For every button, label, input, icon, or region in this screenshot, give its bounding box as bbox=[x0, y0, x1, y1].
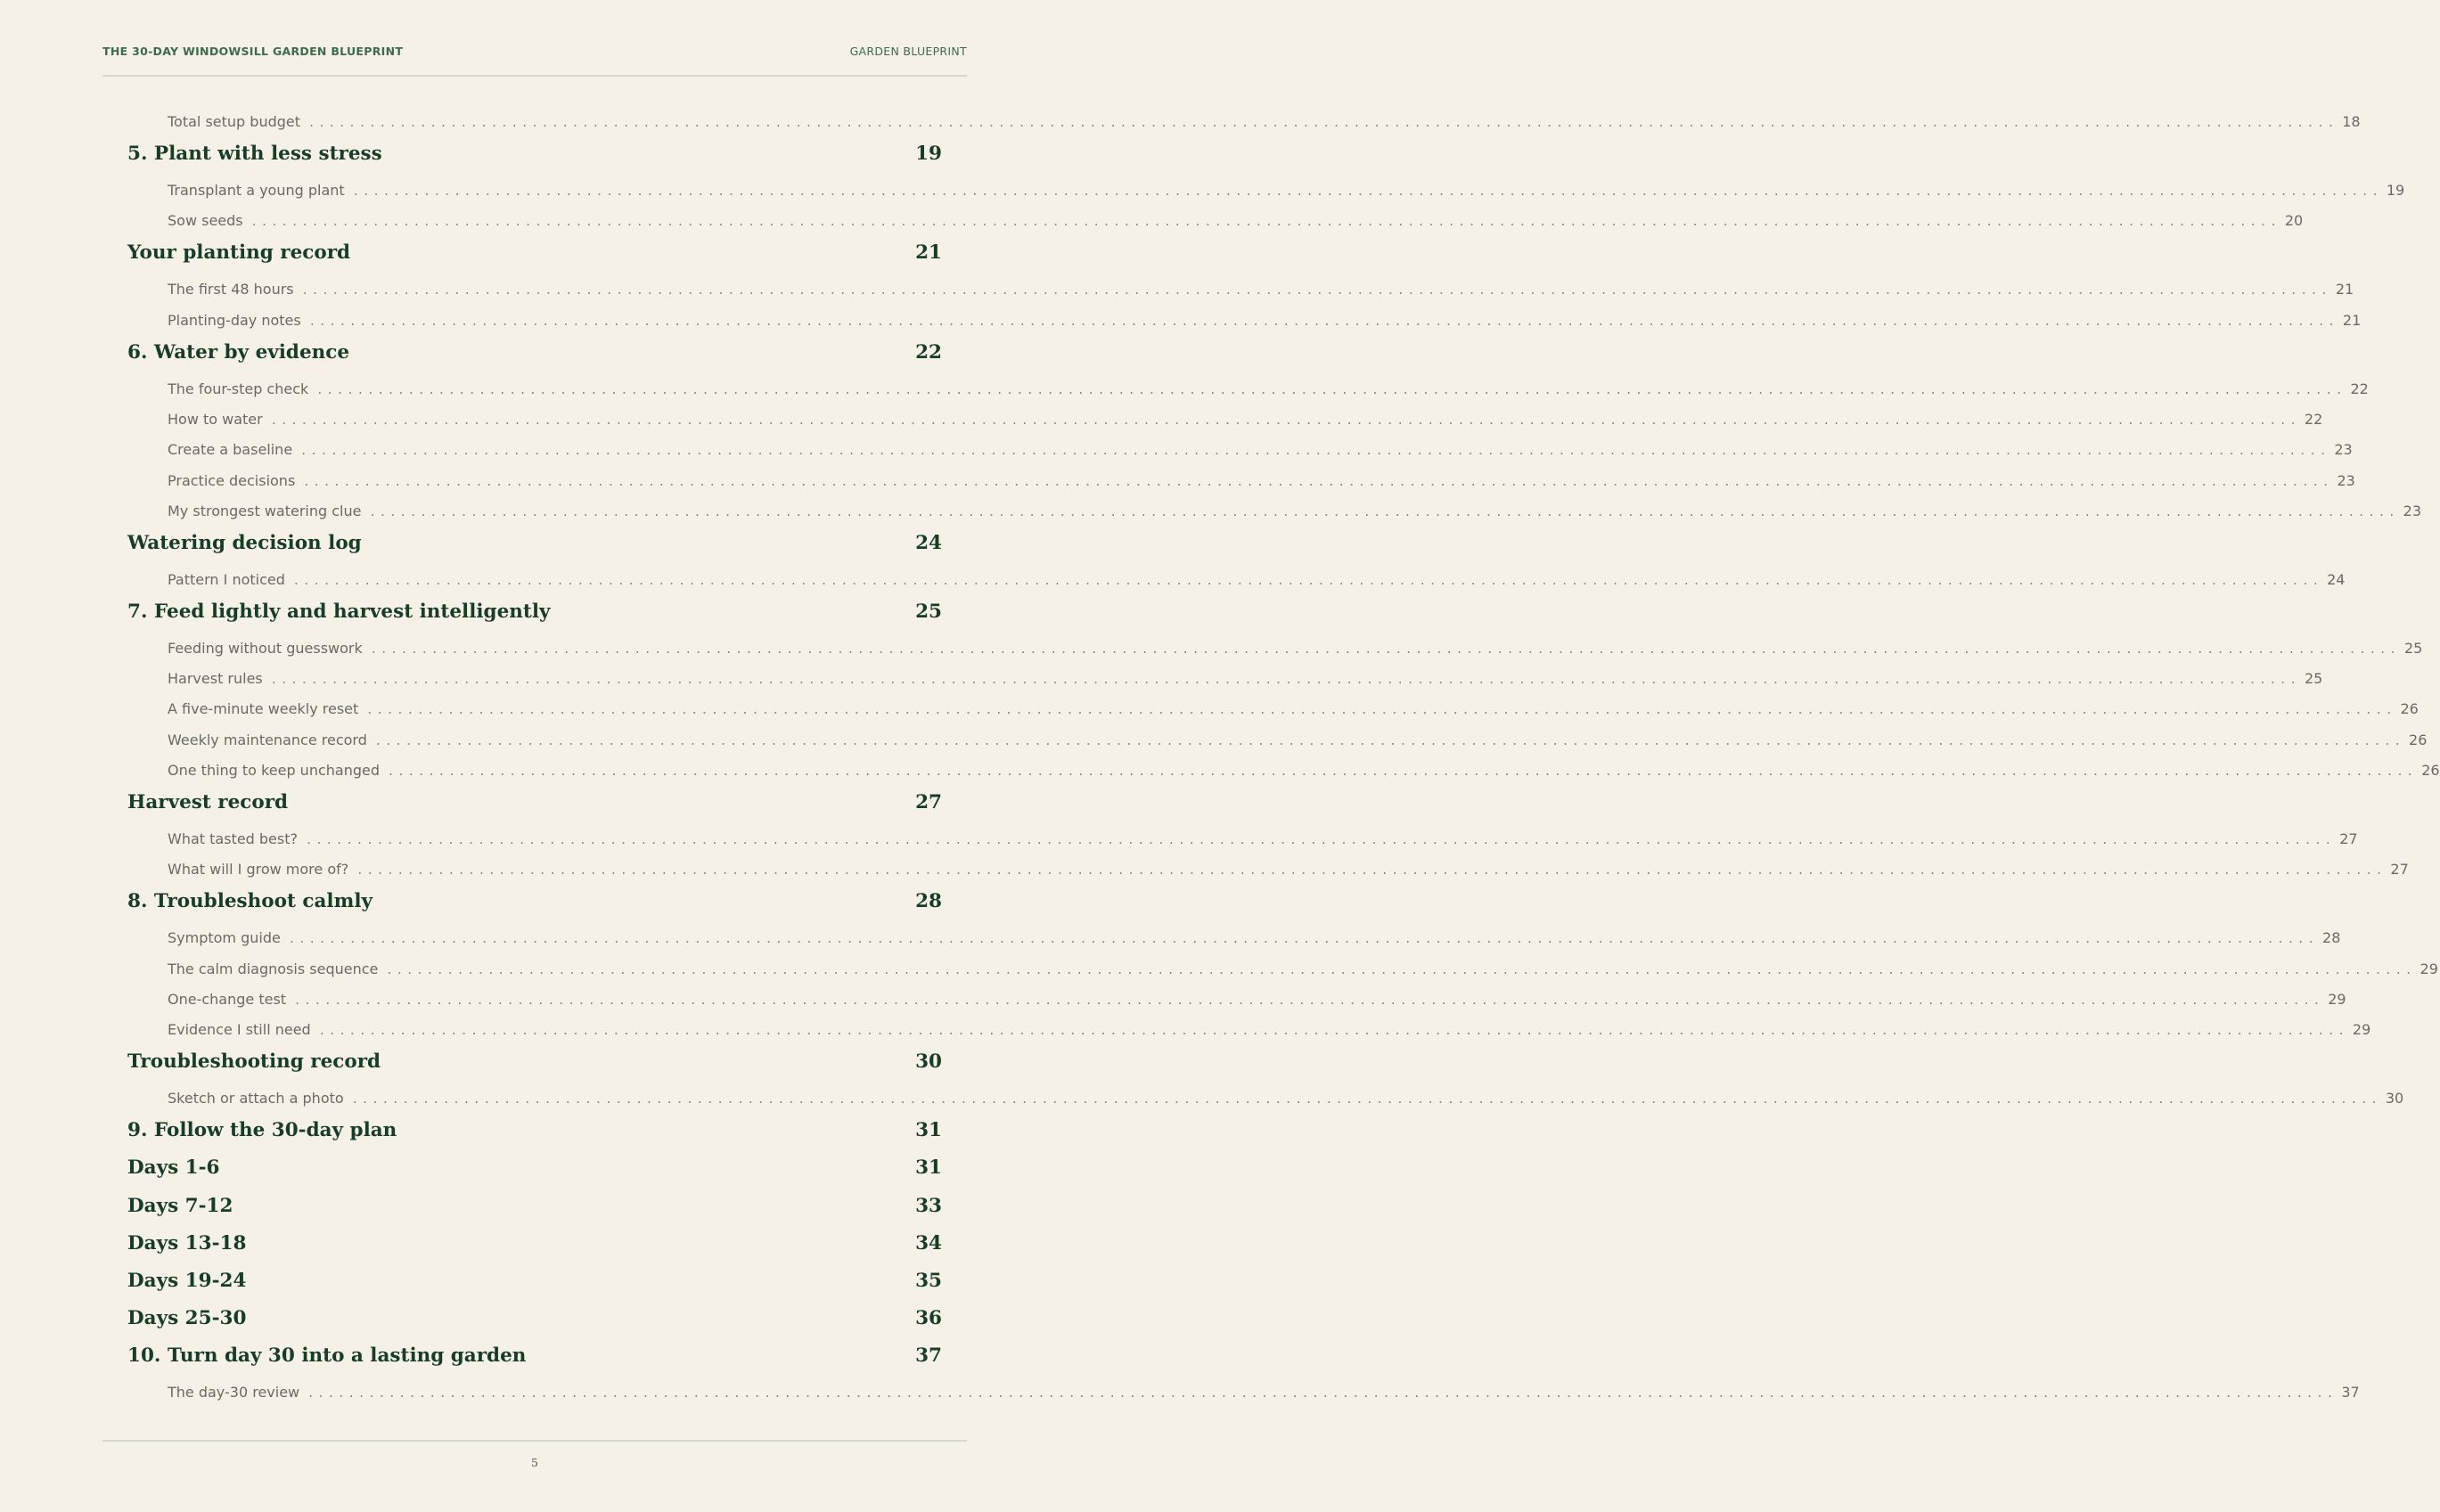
toc-section-entry[interactable] bbox=[127, 700, 2419, 718]
toc-entry-page-number: 27 bbox=[2339, 830, 2358, 847]
toc-entry-page-number: 22 bbox=[2304, 410, 2323, 428]
toc-entry-page-number: 36 bbox=[915, 1307, 942, 1330]
toc-entry-page-number: 29 bbox=[2420, 960, 2438, 977]
toc-entry-title: Transplant a young plant bbox=[168, 182, 345, 199]
toc-entry-title: The first 48 hours bbox=[168, 281, 294, 298]
toc-chapter-entry[interactable] bbox=[127, 791, 942, 813]
toc-entry-title: Days 25-30 bbox=[127, 1307, 247, 1330]
dot-leader: ........................................................................................................................................................................................................ bbox=[387, 960, 2417, 977]
running-header bbox=[102, 45, 967, 58]
toc-entry-page-number: 26 bbox=[2409, 731, 2428, 748]
toc-section-entry[interactable] bbox=[127, 929, 2341, 947]
toc-entry-title: What tasted best? bbox=[168, 830, 298, 847]
toc-section-entry[interactable] bbox=[127, 639, 2423, 657]
toc-section-entry[interactable] bbox=[127, 861, 2409, 879]
toc-entry-page-number: 23 bbox=[2334, 441, 2353, 459]
toc-section-entry[interactable] bbox=[127, 1021, 2371, 1039]
dot-leader: ........................................................................................................................................................................................................ bbox=[309, 311, 2339, 329]
dot-leader: ........................................................................................................................................................................................................ bbox=[319, 1021, 2349, 1039]
toc-chapter-entry[interactable] bbox=[127, 1344, 942, 1367]
toc-chapter-entry[interactable] bbox=[127, 1307, 942, 1329]
dot-leader: ........................................................................................................................................................................................................ bbox=[308, 1384, 2338, 1402]
toc-chapter-entry[interactable] bbox=[127, 341, 942, 364]
toc-entry-page-number: 23 bbox=[2403, 502, 2422, 519]
toc-entry-title: Troubleshooting record bbox=[127, 1050, 381, 1074]
toc-entry-page-number: 29 bbox=[2328, 990, 2346, 1008]
toc-entry-page-number: 26 bbox=[2421, 762, 2440, 779]
toc-entry-page-number: 18 bbox=[2342, 113, 2361, 130]
dot-leader: ........................................................................................................................................................................................................ bbox=[371, 639, 2401, 657]
toc-section-entry[interactable] bbox=[127, 990, 2346, 1008]
toc-chapter-entry[interactable] bbox=[127, 241, 942, 264]
dot-leader: ........................................................................................................................................................................................................ bbox=[317, 380, 2347, 397]
toc-entry-page-number: 21 bbox=[2335, 281, 2354, 298]
toc-entry-page-number: 27 bbox=[915, 791, 942, 813]
toc-entry-page-number: 25 bbox=[915, 600, 942, 623]
toc-chapter-entry[interactable] bbox=[127, 1270, 942, 1292]
dot-leader: ........................................................................................................................................................................................................ bbox=[295, 990, 2325, 1008]
toc-section-entry[interactable] bbox=[127, 1384, 2360, 1402]
toc-entry-title: The day-30 review bbox=[168, 1384, 300, 1402]
dot-leader: ........................................................................................................................................................................................................ bbox=[375, 731, 2406, 748]
toc-chapter-entry[interactable] bbox=[127, 1195, 942, 1217]
toc-entry-title: Total setup budget bbox=[168, 113, 301, 130]
toc-entry-page-number: 28 bbox=[915, 890, 942, 913]
toc-entry-page-number: 24 bbox=[2327, 570, 2346, 588]
dot-leader: ........................................................................................................................................................................................................ bbox=[289, 929, 2320, 947]
toc-entry-title: The four-step check bbox=[168, 380, 309, 397]
toc-entry-page-number: 30 bbox=[2385, 1090, 2404, 1107]
toc-entry-title: Days 13-18 bbox=[127, 1231, 247, 1255]
toc-section-entry[interactable] bbox=[127, 502, 2422, 519]
toc-entry-title: Your planting record bbox=[127, 241, 351, 265]
header-divider bbox=[102, 75, 967, 77]
toc-entry-page-number: 29 bbox=[2352, 1021, 2371, 1039]
dot-leader: ........................................................................................................................................................................................................ bbox=[352, 1090, 2382, 1107]
dot-leader: ........................................................................................................................................................................................................ bbox=[302, 281, 2332, 298]
dot-leader: ........................................................................................................................................................................................................ bbox=[370, 502, 2400, 519]
toc-entry-title: The calm diagnosis sequence bbox=[168, 960, 379, 977]
toc-section-entry[interactable] bbox=[127, 731, 2428, 748]
toc-entry-title: Pattern I noticed bbox=[168, 570, 285, 588]
toc-section-entry[interactable] bbox=[127, 1090, 2404, 1107]
toc-entry-title: Symptom guide bbox=[168, 929, 281, 947]
toc-entry-page-number: 22 bbox=[2350, 380, 2369, 397]
toc-entry-page-number: 37 bbox=[915, 1344, 942, 1368]
toc-chapter-entry[interactable] bbox=[127, 1156, 942, 1179]
toc-entry-page-number: 25 bbox=[2304, 670, 2323, 688]
toc-entry-page-number: 25 bbox=[2403, 639, 2423, 657]
toc-entry-title: A five-minute weekly reset bbox=[168, 700, 359, 718]
dot-leader: ........................................................................................................................................................................................................ bbox=[301, 441, 2331, 459]
toc-entry-page-number: 20 bbox=[2284, 212, 2304, 230]
toc-entry-page-number: 26 bbox=[2400, 700, 2419, 718]
running-header-title: THE 30-DAY WINDOWSILL GARDEN BLUEPRINT bbox=[102, 45, 404, 58]
toc-section-entry[interactable] bbox=[127, 670, 2323, 688]
toc-entry-title: One-change test bbox=[168, 990, 287, 1008]
toc-section-entry[interactable] bbox=[127, 830, 2358, 847]
dot-leader: ........................................................................................................................................................................................................ bbox=[271, 670, 2301, 688]
toc-section-entry[interactable] bbox=[127, 113, 2361, 130]
toc-entry-page-number: 31 bbox=[915, 1119, 942, 1142]
toc-entry-title: 10. Turn day 30 into a lasting garden bbox=[127, 1344, 527, 1368]
toc-entry-title: Evidence I still need bbox=[168, 1021, 311, 1039]
toc-chapter-entry[interactable] bbox=[127, 532, 942, 554]
toc-entry-title: Days 7-12 bbox=[127, 1194, 233, 1217]
toc-entry-page-number: 28 bbox=[2322, 929, 2341, 947]
toc-entry-title: 7. Feed lightly and harvest intelligently bbox=[127, 600, 551, 623]
toc-entry-title: 9. Follow the 30-day plan bbox=[127, 1119, 397, 1142]
dot-leader: ........................................................................................................................................................................................................ bbox=[389, 762, 2419, 779]
toc-entry-title: Create a baseline bbox=[168, 441, 293, 459]
toc-entry-title: Days 1-6 bbox=[127, 1156, 220, 1180]
toc-chapter-entry[interactable] bbox=[127, 1050, 942, 1073]
toc-entry-title: 6. Water by evidence bbox=[127, 340, 350, 364]
toc-entry-title: Harvest rules bbox=[168, 670, 263, 688]
page-number: 5 bbox=[531, 1456, 538, 1469]
running-header-short-title: GARDEN BLUEPRINT bbox=[849, 45, 967, 58]
toc-section-entry[interactable] bbox=[127, 441, 2353, 459]
dot-leader: ........................................................................................................................................................................................................ bbox=[251, 212, 2281, 230]
dot-leader: ........................................................................................................................................................................................................ bbox=[271, 410, 2301, 428]
toc-chapter-entry[interactable] bbox=[127, 1119, 942, 1141]
toc-entry-page-number: 24 bbox=[915, 531, 942, 554]
toc-entry-title: Practice decisions bbox=[168, 471, 296, 489]
toc-section-entry[interactable] bbox=[127, 960, 2438, 977]
toc-entry-page-number: 22 bbox=[915, 340, 942, 364]
toc-entry-page-number: 21 bbox=[915, 241, 942, 265]
toc-section-entry[interactable] bbox=[127, 212, 2304, 230]
dot-leader: ........................................................................................................................................................................................................ bbox=[293, 570, 2324, 588]
toc-entry-page-number: 21 bbox=[2342, 311, 2362, 329]
footer-divider bbox=[102, 1440, 967, 1442]
toc-entry-title: Sketch or attach a photo bbox=[168, 1090, 344, 1107]
toc-entry-page-number: 35 bbox=[915, 1270, 942, 1292]
toc-entry-title: One thing to keep unchanged bbox=[168, 762, 380, 779]
toc-entry-title: Days 19-24 bbox=[127, 1270, 247, 1292]
toc-entry-title: Feeding without guesswork bbox=[168, 639, 363, 657]
toc-section-entry[interactable] bbox=[127, 410, 2323, 428]
toc-entry-page-number: 31 bbox=[915, 1156, 942, 1180]
toc-entry-page-number: 30 bbox=[915, 1050, 942, 1074]
toc-entry-title: Planting-day notes bbox=[168, 311, 301, 329]
toc-entry-title: My strongest watering clue bbox=[168, 502, 362, 519]
toc-entry-title: Weekly maintenance record bbox=[168, 731, 367, 748]
toc-entry-title: What will I grow more of? bbox=[168, 861, 349, 879]
toc-entry-page-number: 19 bbox=[2386, 182, 2405, 199]
toc-entry-page-number: 33 bbox=[915, 1194, 942, 1217]
dot-leader: ........................................................................................................................................................................................................ bbox=[357, 861, 2387, 879]
dot-leader: ........................................................................................................................................................................................................ bbox=[304, 471, 2334, 489]
toc-entry-page-number: 37 bbox=[2341, 1384, 2360, 1402]
dot-leader: ........................................................................................................................................................................................................ bbox=[353, 182, 2383, 199]
dot-leader: ........................................................................................................................................................................................................ bbox=[307, 830, 2337, 847]
toc-section-entry[interactable] bbox=[127, 762, 2440, 779]
toc-entry-title: Watering decision log bbox=[127, 531, 362, 554]
toc-section-entry[interactable] bbox=[127, 380, 2369, 397]
toc-entry-page-number: 19 bbox=[915, 143, 942, 165]
toc-chapter-entry[interactable] bbox=[127, 143, 942, 165]
dot-leader: ........................................................................................................................................................................................................ bbox=[367, 700, 2397, 718]
toc-entry-title: Harvest record bbox=[127, 791, 289, 813]
toc-entry-title: 5. Plant with less stress bbox=[127, 143, 382, 165]
toc-entry-page-number: 23 bbox=[2337, 471, 2355, 489]
toc-entry-page-number: 34 bbox=[915, 1231, 942, 1255]
toc-chapter-entry[interactable] bbox=[127, 601, 942, 623]
toc-chapter-entry[interactable] bbox=[127, 890, 942, 912]
dot-leader: ........................................................................................................................................................................................................ bbox=[309, 113, 2339, 130]
toc-section-entry[interactable] bbox=[127, 311, 2362, 329]
toc-section-entry[interactable] bbox=[127, 281, 2354, 298]
toc-entry-page-number: 27 bbox=[2390, 861, 2409, 879]
toc-section-entry[interactable] bbox=[127, 182, 2405, 199]
toc-section-entry[interactable] bbox=[127, 471, 2355, 489]
toc-entry-title: How to water bbox=[168, 410, 263, 428]
toc-entry-title: 8. Troubleshoot calmly bbox=[127, 890, 373, 913]
toc-section-entry[interactable] bbox=[127, 570, 2346, 588]
toc-chapter-entry[interactable] bbox=[127, 1232, 942, 1255]
toc-entry-title: Sow seeds bbox=[168, 212, 243, 230]
